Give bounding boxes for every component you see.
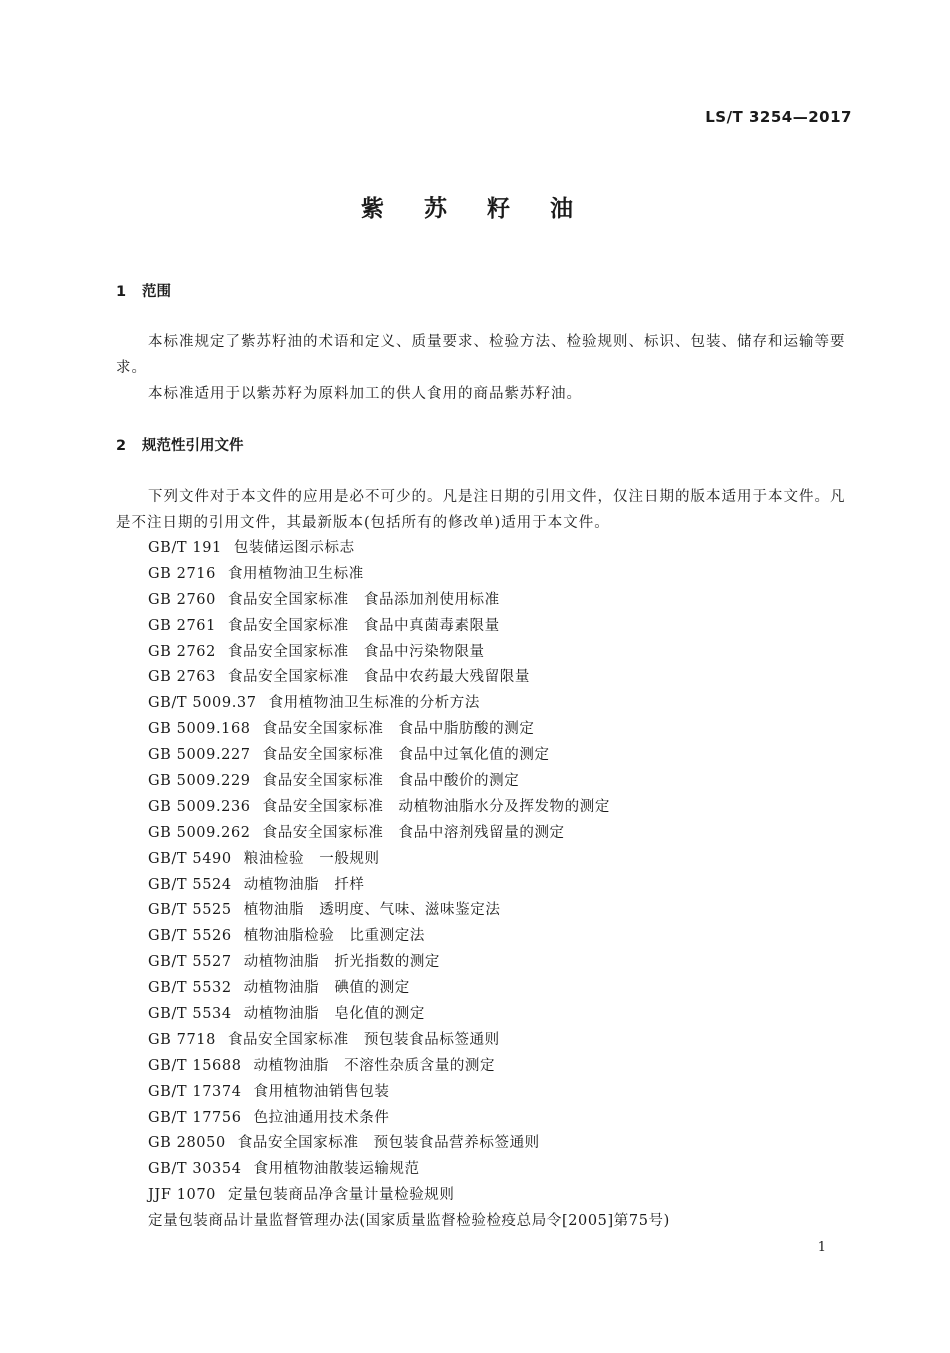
reference-item <box>148 614 848 640</box>
reference-code: GB/T 5532 <box>148 980 232 997</box>
reference-code: GB/T 191 <box>148 540 222 556</box>
reference-item <box>148 873 848 899</box>
reference-title: 粮油检验 一般规则 <box>243 850 380 867</box>
reference-list <box>148 536 848 1235</box>
reference-code: JJF 1070 <box>148 1187 216 1204</box>
reference-title: 食品安全国家标准 食品中农药最大残留限量 <box>227 669 530 686</box>
reference-title: 植物油脂 透明度、气味、滋味鉴定法 <box>243 902 501 919</box>
reference-item <box>148 562 848 588</box>
section-2-number: 2 <box>116 438 127 454</box>
reference-title: 食品安全国家标准 食品中污染物限量 <box>227 643 485 660</box>
reference-item <box>148 769 848 795</box>
reference-item <box>148 1080 848 1106</box>
reference-title: 动植物油脂 不溶性杂质含量的测定 <box>253 1057 496 1074</box>
reference-code: GB/T 5526 <box>148 928 232 945</box>
reference-title: 食用植物油卫生标准的分析方法 <box>268 695 480 712</box>
reference-code: GB/T 17756 <box>148 1109 242 1126</box>
reference-code: GB 5009.262 <box>148 824 251 841</box>
section-1-heading <box>116 280 171 301</box>
scope-paragraph-1: 本标准规定了紫苏籽油的术语和定义、质量要求、检验方法、检验规则、标识、包装、储存和运输等要求。 <box>116 334 846 376</box>
reference-item <box>148 795 848 821</box>
reference-title: 食品安全国家标准 食品中酸价的测定 <box>262 773 520 790</box>
reference-code: GB/T 5527 <box>148 954 232 971</box>
section-1-title: 范围 <box>142 284 171 300</box>
reference-code: GB 7718 <box>148 1031 216 1048</box>
reference-code: GB/T 5009.37 <box>148 695 257 712</box>
reference-code: GB/T 5525 <box>148 902 232 919</box>
reference-item <box>148 640 848 666</box>
reference-item <box>148 536 848 562</box>
document-title: 紫 苏 籽 油 <box>360 196 590 222</box>
reference-item <box>148 1106 848 1132</box>
reference-title: 食品安全国家标准 预包装食品标签通则 <box>227 1031 500 1048</box>
reference-title: 食用植物油卫生标准 <box>227 565 364 582</box>
reference-title: 定量包装商品计量监督管理办法(国家质量监督检验检疫总局令[2005]第75号) <box>148 1213 670 1230</box>
reference-title: 定量包装商品净含量计量检验规则 <box>228 1187 455 1204</box>
reference-title: 动植物油脂 碘值的测定 <box>243 980 410 997</box>
reference-item <box>148 1054 848 1080</box>
reference-item <box>148 924 848 950</box>
reference-item <box>148 743 848 769</box>
standard-code: LS/T 3254—2017 <box>705 108 852 126</box>
reference-item <box>148 588 848 614</box>
reference-title: 植物油脂检验 比重测定法 <box>243 928 425 945</box>
reference-code: GB 5009.227 <box>148 747 251 764</box>
reference-title: 食用植物油销售包装 <box>253 1083 390 1100</box>
reference-item <box>148 1209 848 1235</box>
reference-item <box>148 1183 848 1209</box>
reference-item <box>148 847 848 873</box>
reference-code: GB 2763 <box>148 669 216 686</box>
reference-code: GB 2762 <box>148 643 216 660</box>
section-2-title: 规范性引用文件 <box>142 438 244 454</box>
reference-item <box>148 950 848 976</box>
reference-code: GB/T 5490 <box>148 850 232 867</box>
reference-title: 食品安全国家标准 食品中脂肪酸的测定 <box>262 721 535 738</box>
reference-code: GB 5009.168 <box>148 721 251 738</box>
reference-item <box>148 976 848 1002</box>
reference-title: 食品安全国家标准 食品添加剂使用标准 <box>227 591 500 608</box>
section-2-heading <box>116 434 244 455</box>
reference-item <box>148 1131 848 1157</box>
reference-title: 动植物油脂 折光指数的测定 <box>243 954 441 971</box>
reference-title: 动植物油脂 扦样 <box>243 876 365 893</box>
reference-code: GB/T 30354 <box>148 1161 242 1178</box>
reference-code: GB/T 5524 <box>148 876 232 893</box>
reference-code: GB 28050 <box>148 1135 226 1152</box>
reference-item <box>148 691 848 717</box>
reference-title: 包装储运图示标志 <box>233 540 355 556</box>
reference-code: GB/T 15688 <box>148 1057 242 1074</box>
reference-code: GB/T 17374 <box>148 1083 242 1100</box>
page-number: 1 <box>817 1240 826 1255</box>
reference-item <box>148 898 848 924</box>
reference-item <box>148 717 848 743</box>
reference-item <box>148 1002 848 1028</box>
reference-code: GB 2716 <box>148 565 216 582</box>
reference-code: GB 2761 <box>148 617 216 634</box>
reference-item <box>148 821 848 847</box>
reference-code: GB/T 5534 <box>148 1006 232 1023</box>
reference-code: GB 5009.236 <box>148 798 251 815</box>
references-intro: 下列文件对于本文件的应用是必不可少的。凡是注日期的引用文件，仅注日期的版本适用于本文件。凡是不注日期的引用文件，其最新版本(包括所有的修改单)适用于本文件。 <box>116 489 846 531</box>
reference-item <box>148 1157 848 1183</box>
reference-title: 食品安全国家标准 食品中溶剂残留量的测定 <box>262 824 565 841</box>
reference-title: 动植物油脂 皂化值的测定 <box>243 1006 425 1023</box>
reference-title: 色拉油通用技术条件 <box>253 1109 390 1126</box>
reference-item <box>148 1028 848 1054</box>
section-1-number: 1 <box>116 284 127 300</box>
reference-item <box>148 665 848 691</box>
reference-code: GB 2760 <box>148 591 216 608</box>
reference-title: 食品安全国家标准 动植物油脂水分及挥发物的测定 <box>262 798 610 815</box>
reference-title: 食品安全国家标准 预包装食品营养标签通则 <box>237 1135 540 1152</box>
reference-title: 食品安全国家标准 食品中过氧化值的测定 <box>262 747 550 764</box>
scope-paragraph-2: 本标准适用于以紫苏籽为原料加工的供人食用的商品紫苏籽油。 <box>148 386 582 402</box>
reference-title: 食用植物油散装运输规范 <box>253 1161 420 1178</box>
reference-title: 食品安全国家标准 食品中真菌毒素限量 <box>227 617 500 634</box>
reference-code: GB 5009.229 <box>148 773 251 790</box>
